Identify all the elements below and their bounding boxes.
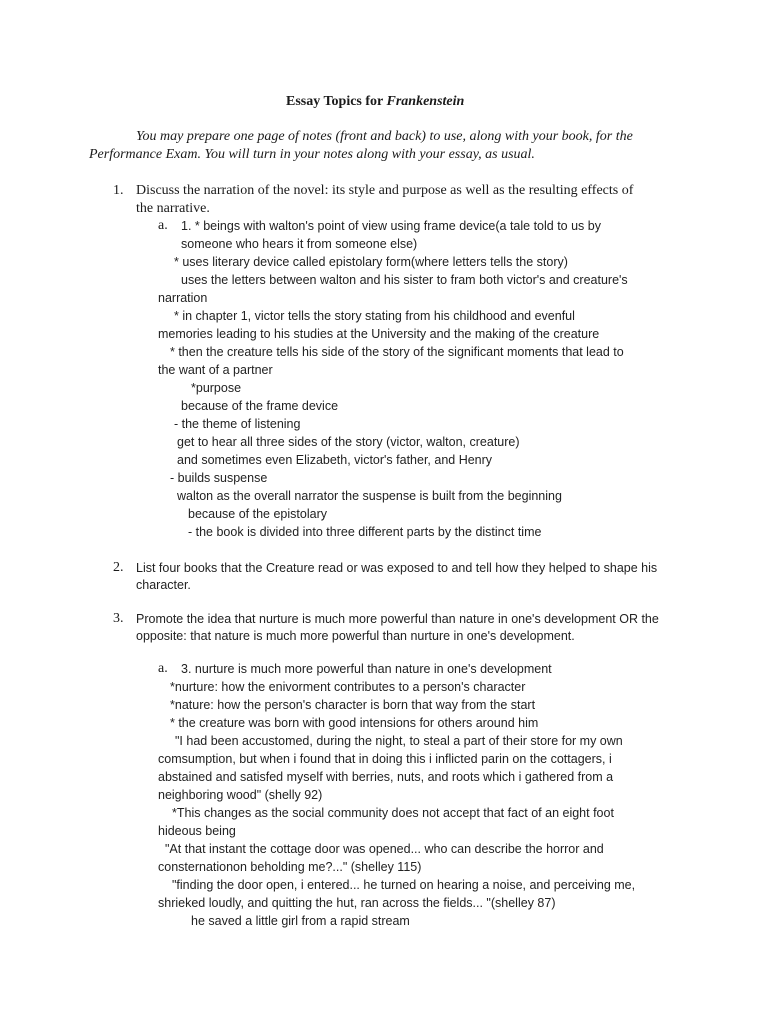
answer-line: narration xyxy=(158,291,208,305)
answer-line: - the book is divided into three different parts by the distinct time xyxy=(188,525,542,539)
title-book: Frankenstein xyxy=(386,94,465,109)
answer-line: "I had been accustomed, during the night, to steal a part of their store for my own xyxy=(175,734,623,748)
answer-line: - builds suspense xyxy=(170,471,268,485)
question-text: opposite: that nature is much more powerful than nurture in one's development. xyxy=(136,629,575,643)
answer-line: * uses literary device called epistolary form(where letters tells the story) xyxy=(174,255,568,269)
answer-line: someone who hears it from someone else) xyxy=(181,237,418,251)
answer-line: - the theme of listening xyxy=(174,417,301,431)
answer-marker: a. xyxy=(158,661,168,676)
answer-line: walton as the overall narrator the suspense is built from the beginning xyxy=(177,489,562,503)
question-number: 1. xyxy=(113,183,124,198)
answer-line: * the creature was born with good intensions for others around him xyxy=(170,716,539,730)
answer-line: "finding the door open, i entered... he turned on hearing a noise, and perceiving me, xyxy=(172,878,636,892)
question-number: 3. xyxy=(113,611,124,626)
question-text: List four books that the Creature read or was exposed to and tell how they helped to shape his xyxy=(136,561,658,575)
answer-line: shrieked loudly, and quitting the hut, ran across the fields... "(shelley 87) xyxy=(158,896,556,910)
answer-line: uses the letters between walton and his sister to fram both victor's and creature's xyxy=(181,273,628,287)
answer-line: 3. nurture is much more powerful than nature in one's development xyxy=(181,662,552,676)
question-number: 2. xyxy=(113,560,124,575)
answer-line: "At that instant the cottage door was opened... who can describe the horror and xyxy=(165,842,604,856)
answer-line: *This changes as the social community does not accept that fact of an eight foot xyxy=(172,806,614,820)
question-text: character. xyxy=(136,578,191,592)
question-text: the narrative. xyxy=(136,201,210,216)
answer-line: comsumption, but when i found that in doing this i inflicted parin on the cottagers, i xyxy=(158,752,612,766)
answer-line: * in chapter 1, victor tells the story stating from his childhood and evenful xyxy=(174,309,575,323)
answer-line: 1. * beings with walton's point of view using frame device(a tale told to us by xyxy=(181,219,601,233)
page-title xyxy=(286,94,464,110)
intro-line: Performance Exam. You will turn in your notes along with your essay, as usual. xyxy=(89,147,535,162)
answer-line: and sometimes even Elizabeth, victor's father, and Henry xyxy=(177,453,493,467)
intro-line: You may prepare one page of notes (front and back) to use, along with your book, for the xyxy=(136,129,633,144)
answer-line: *nurture: how the enivorment contributes to a person's character xyxy=(170,680,526,694)
answer-line: consternationon beholding me?..." (shelley 115) xyxy=(158,860,422,874)
answer-line: abstained and satisfed myself with berries, nuts, and roots which i gathered from a xyxy=(158,770,614,784)
title-prefix: Essay Topics for xyxy=(286,94,387,109)
answer-line: because of the epistolary xyxy=(188,507,327,521)
answer-line: neighboring wood" (shelly 92) xyxy=(158,788,323,802)
question-text: Discuss the narration of the novel: its style and purpose as well as the resulting effects of xyxy=(136,183,634,198)
answer-marker: a. xyxy=(158,218,168,233)
answer-line: the want of a partner xyxy=(158,363,273,377)
answer-line: get to hear all three sides of the story (victor, walton, creature) xyxy=(177,435,520,449)
answer-line: * then the creature tells his side of the story of the significant moments that lead to xyxy=(170,345,624,359)
answer-line: he saved a little girl from a rapid stream xyxy=(191,914,410,928)
answer-line: hideous being xyxy=(158,824,236,838)
answer-line: memories leading to his studies at the University and the making of the creature xyxy=(158,327,600,341)
answer-line: because of the frame device xyxy=(181,399,339,413)
answer-line: *purpose xyxy=(191,381,242,395)
answer-line: *nature: how the person's character is born that way from the start xyxy=(170,698,536,712)
question-text: Promote the idea that nurture is much more powerful than nature in one's development OR the xyxy=(136,612,659,626)
